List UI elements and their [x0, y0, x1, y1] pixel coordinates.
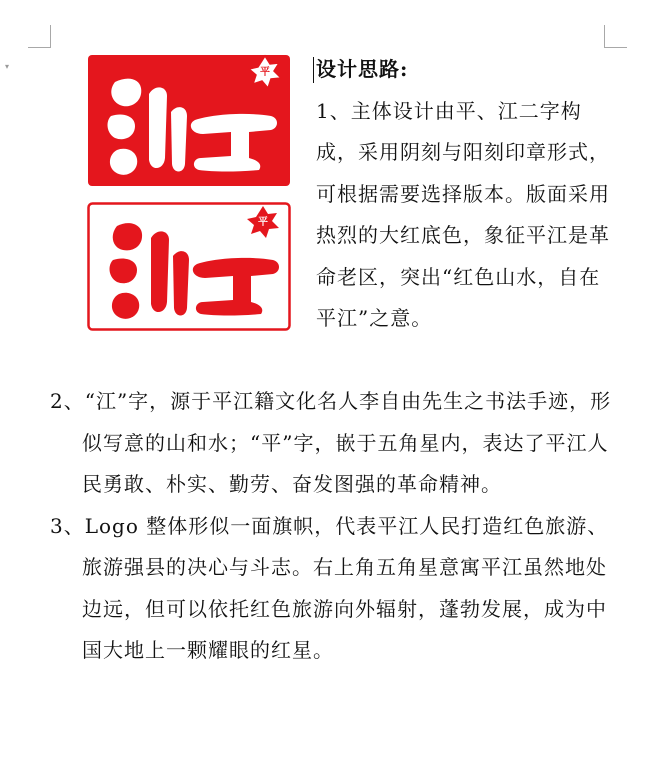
margin-marker-icon: ▾: [5, 62, 10, 71]
jiang-drop-3: [110, 149, 137, 175]
crop-mark-top-right: [604, 25, 627, 48]
star-char: 平: [258, 217, 268, 228]
design-heading-text: 设计思路:: [316, 57, 409, 81]
jiang-stroke-b: [171, 107, 187, 171]
design-point-1: 1、主体设计由平、江二字构成，采用阴刻与阳刻印章形式，可根据需要选择版本。版面采用热烈的大红底色，象征平江是革命老区，突出“红色山水，自在平江”之意。: [316, 98, 610, 330]
design-notes-column: [316, 49, 616, 340]
crop-mark-top-left: [28, 25, 51, 48]
jiang-drop-3: [112, 293, 139, 319]
jiang-stroke-a: [151, 231, 169, 312]
design-heading: [316, 49, 616, 91]
jiang-stroke-a: [149, 87, 167, 168]
design-point-2: 2、“江”字，源于平江籍文化名人李自由先生之书法手迹，形似写意的山和水；“平”字，嵌于五角星内，表达了平江人民勇敢、朴实、勤劳、奋发图强的革命精神。: [50, 389, 612, 496]
design-points-list: [50, 381, 625, 672]
jiang-drop-1: [113, 223, 142, 250]
logo-outline-seal[interactable]: [87, 202, 291, 331]
logo-solid-seal[interactable]: [87, 54, 291, 187]
star-char: 平: [260, 67, 270, 78]
jiang-stroke-b: [173, 251, 189, 315]
text-cursor: [313, 57, 314, 83]
design-point-3: 3、Logo 整体形似一面旗帜，代表平江人民打造红色旅游、旅游强县的决心与斗志。右上角五角星意寓平江虽然地处边远，但可以依托红色旅游向外辐射，蓬勃发展，成为中国大地上一颗耀眼的红星。: [50, 513, 609, 662]
